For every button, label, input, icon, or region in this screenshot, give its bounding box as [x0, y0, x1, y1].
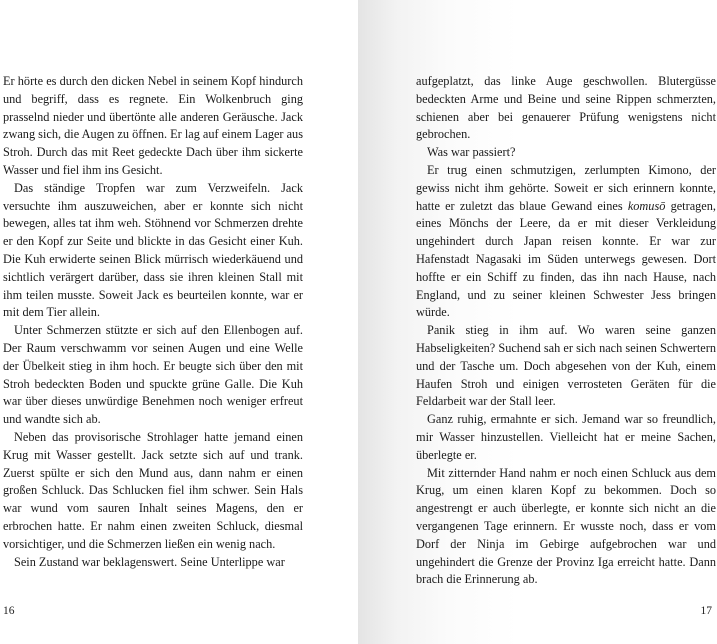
paragraph-text: Er trug einen schmutzigen, zerlumpten Kimono, der gewiss nicht ihm gehörte. Soweit er sich erinnern konnte, hatte er zuletzt das blaue Gewand eines [416, 162, 716, 213]
paragraph-text: getragen, eines Mönchs der Leere, da er mit dieser Verkleidung ungehindert durch Japan reisen konnte. Er war zur Hafenstadt Nagasaki im Süden unterwegs gewesen. Dort hoffte er ein Schiff zu finden, das ihn nach Hause, nach England, und zu seiner kleinen Schwester Jess bringen würde. [416, 198, 716, 320]
paragraph: aufgeplatzt, das linke Auge geschwollen. Blutergüsse bedeckten Arme und Beine und seine Rippen schmerzten, schienen aber bei genauerer Prüfung wenigstens nicht gebrochen. [416, 74, 716, 142]
paragraph: Er hörte es durch den dicken Nebel in seinem Kopf hindurch und begriff, dass es regnete. Ein Wolkenbruch ging prasselnd nieder und übertönte alle anderen Geräusche. Jack zwang sich, die Augen zu öffnen. Er lag auf einem Lager aus Stroh. Durch das mit Reet gedeckte Dach über ihm sickerte Wasser und fiel ihm ins Gesicht. [3, 74, 303, 177]
paragraph: Unter Schmerzen stützte er sich auf den Ellenbogen auf. Der Raum verschwamm vor seinen Augen und eine Welle der Übelkeit stieg in ihm hoch. Er beugte sich über den mit Stroh bedeckten Boden und spuckte grüne Galle. Die Kuh war über dieses unwürdige Benehmen noch weniger erfreut und wandte sich ab. [3, 323, 303, 427]
left-page [0, 0, 358, 644]
page-number-right: 17 [700, 605, 712, 617]
paragraph: Mit zitternder Hand nahm er noch einen Schluck aus dem Krug, um einen klaren Kopf zu bekommen. Doch so angestrengt er auch überlegte, er konnte sich nicht an die vergangenen Tage erinnern. Er wusste noch, dass er vom Dorf der Ninja im Gebirge aufgebrochen war und ungehindert die Grenze der Provinz Iga erreicht hatte. Dann brach die Erinnerung ab. [416, 465, 716, 587]
left-page-text [3, 73, 303, 571]
paragraph: Sein Zustand war beklagenswert. Seine Unterlippe war [14, 554, 285, 569]
right-page-text [416, 73, 716, 589]
paragraph [416, 162, 716, 322]
paragraph: Neben das provisorische Strohlager hatte jemand einen Krug mit Wasser gestellt. Jack setzte sich auf und trank. Zuerst spülte er sich den Mund aus, dann nahm er einen großen Schluck. Das Schlucken fiel ihm schwer. Sein Hals war wund vom sauren Inhalt seines Magens, den er erbrochen hatte. Er nahm einen zweiten Schluck, diesmal vorsichtiger, und die Schmerzen ließen ein wenig nach. [3, 429, 303, 551]
paragraph: Panik stieg in ihm auf. Wo waren seine ganzen Habseligkeiten? Suchend sah er sich nach seinen Schwertern und der Tasche um. Doch abgesehen von der Kuh, einem Haufen Stroh und einigen verrosteten Geräten für die Feldarbeit war der Stall leer. [416, 323, 716, 409]
right-page [358, 0, 717, 644]
paragraph: Das ständige Tropfen war zum Verzweifeln. Jack versuchte ihm auszuweichen, aber er konnte sich nicht bewegen, alles tat ihm weh. Stöhnend vor Schmerzen drehte er den Kopf zur Seite und blickte in das Gesicht einer Kuh. Die Kuh erwiderte seinen Blick mürrisch wiederkäuend und sichtlich verärgert darüber, dass sie ihren kleinen Stall mit ihm teilen musste. Soweit Jack es beurteilen konnte, war er mit dem Tier allein. [3, 180, 303, 320]
paragraph: Was war passiert? [427, 145, 516, 160]
page-number-left: 16 [3, 605, 15, 617]
paragraph: Ganz ruhig, ermahnte er sich. Jemand war so freundlich, mir Wasser hinzustellen. Vielleicht hat er meine Sachen, überlegte er. [416, 412, 716, 462]
italic-term: komusō [627, 198, 666, 213]
